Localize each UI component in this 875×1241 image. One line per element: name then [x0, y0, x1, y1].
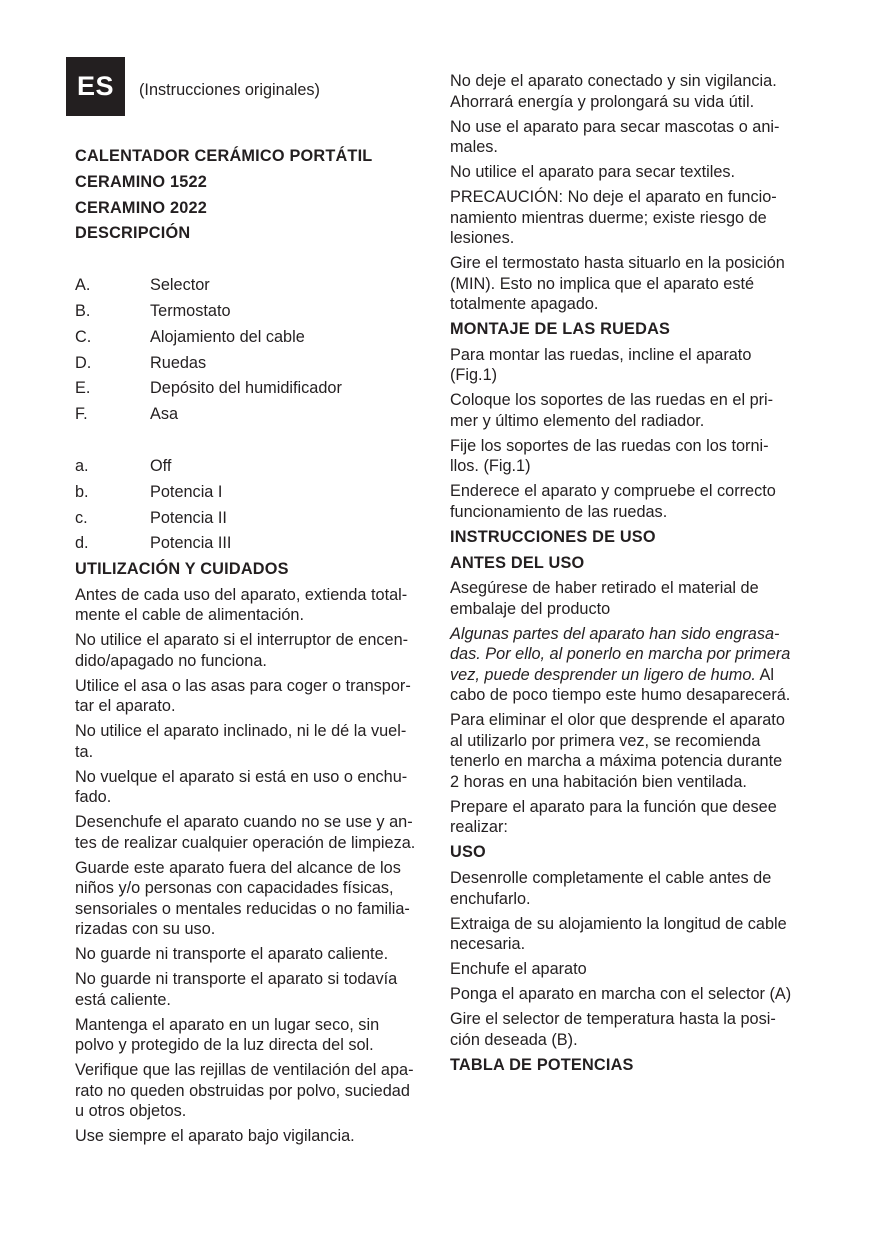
paragraph: No guarde ni transporte el aparato si todavía está caliente. — [75, 970, 398, 1009]
care-continued — [450, 71, 802, 315]
part-label: Depósito del humidificador — [150, 379, 342, 398]
paragraph: No utilice el aparato para secar textiles. — [450, 163, 736, 181]
mode-label: Potencia II — [150, 508, 227, 527]
left-column — [75, 146, 427, 1151]
paragraph: Gire el termostato hasta situarlo en la posición (MIN). Esto no implica que el aparato esté totalmente apagado. — [450, 254, 785, 313]
paragraph: Gire el selector de temperatura hasta la posi- ción deseada (B). — [450, 1010, 776, 1049]
description-heading: DESCRIPCIÓN — [75, 224, 191, 243]
paragraph: Use siempre el aparato bajo vigilancia. — [75, 1127, 355, 1146]
language-badge: ES — [66, 57, 125, 116]
paragraph: Fije los soportes de las ruedas con los torni- llos. (Fig.1) — [450, 436, 769, 476]
mode-key: d. — [75, 534, 89, 553]
mode-label: Off — [150, 456, 172, 475]
paragraph: PRECAUCIÓN: No deje el aparato en funcio- namiento mientras duerme; existe riesgo de lesiones. — [450, 188, 777, 247]
list-item — [75, 533, 427, 559]
paragraph: Extraiga de su alojamiento la longitud de cable necesaria. — [450, 914, 787, 954]
part-key: C. — [75, 327, 92, 346]
care-heading: UTILIZACIÓN Y CUIDADOS — [75, 560, 289, 579]
paragraph: No guarde ni transporte el aparato caliente. — [75, 945, 389, 964]
wheels-heading: MONTAJE DE LAS RUEDAS — [450, 320, 671, 338]
paragraph: Coloque los soportes de las ruedas en el pri- mer y último elemento del radiador. — [450, 391, 774, 430]
list-item — [75, 378, 427, 404]
part-key: E. — [75, 379, 91, 398]
list-item — [75, 482, 427, 508]
modes-list — [75, 456, 427, 559]
right-column — [450, 71, 802, 1080]
paragraph: Utilice el asa o las asas para coger o transpor- tar el aparato. — [75, 676, 411, 716]
use-paragraphs — [450, 868, 802, 1050]
paragraph: Verifique que las rejillas de ventilación del apa- rato no queden obstruidas por polvo, suciedad u otros objetos. — [75, 1061, 414, 1121]
list-item — [75, 327, 427, 353]
model-1522: CERAMINO 1522 — [75, 172, 207, 191]
list-item — [75, 301, 427, 327]
paragraph: Prepare el aparato para la función que desee realizar: — [450, 797, 777, 837]
use-heading: USO — [450, 843, 486, 862]
paragraph: No use el aparato para secar mascotas o ani- males. — [450, 117, 780, 156]
paragraph: Enderece el aparato y compruebe el correcto funcionamiento de las ruedas. — [450, 482, 776, 521]
part-key: D. — [75, 353, 92, 372]
list-item — [75, 456, 427, 482]
paragraph: No vuelque el aparato si está en uso o enchu- fado. — [75, 767, 408, 807]
mode-label: Potencia III — [150, 534, 232, 553]
part-key: B. — [75, 301, 91, 320]
paragraph: Asegúrese de haber retirado el material de embalaje del producto — [450, 579, 759, 618]
product-title: CALENTADOR CERÁMICO PORTÁTIL — [75, 147, 373, 165]
mode-key: a. — [75, 456, 89, 475]
care-paragraphs — [75, 585, 427, 1147]
part-label: Selector — [150, 276, 210, 295]
mode-key: b. — [75, 482, 89, 501]
part-label: Asa — [150, 405, 179, 424]
wheels-paragraphs — [450, 345, 802, 523]
part-label: Termostato — [150, 301, 231, 320]
paragraph: No utilice el aparato si el interruptor de encen- dido/apagado no funciona. — [75, 631, 409, 670]
part-label: Alojamiento del cable — [150, 327, 305, 346]
paragraph: Guarde este aparato fuera del alcance de los niños y/o personas con capacidades físicas, sensoriales o mentales reducidas o no familia- rizadas con su uso. — [75, 858, 410, 939]
paragraph: Para montar las ruedas, incline el aparato (Fig.1) — [450, 345, 752, 385]
paragraph: Enchufe el aparato — [450, 960, 587, 979]
paragraph: Ponga el aparato en marcha con el selector (A) — [450, 985, 792, 1004]
paragraph: Antes de cada uso del aparato, extienda total- mente el cable de alimentación. — [75, 585, 408, 625]
paragraph: Desenrolle completamente el cable antes de enchufarlo. — [450, 869, 772, 908]
paragraph: No utilice el aparato inclinado, ni le dé la vuel- ta. — [75, 722, 407, 761]
list-item — [75, 404, 427, 430]
list-item — [75, 353, 427, 379]
before-use-heading: ANTES DEL USO — [450, 553, 585, 572]
mode-label: Potencia I — [150, 482, 223, 501]
paragraph: Desenchufe el aparato cuando no se use y an- tes de realizar cualquier operación de limpieza. — [75, 813, 416, 852]
list-item — [75, 508, 427, 534]
model-2022: CERAMINO 2022 — [75, 198, 207, 217]
part-key: A. — [75, 276, 91, 295]
original-instructions-note: (Instrucciones originales) — [139, 81, 320, 99]
paragraph: Algunas partes del aparato han sido engrasa- das. Por ello, al ponerlo en marcha por primera vez, puede desprender un ligero de humo. Al cabo de poco tiempo este humo desaparecerá. — [450, 624, 791, 705]
instructions-heading: INSTRUCCIONES DE USO — [450, 527, 656, 546]
part-label: Ruedas — [150, 353, 207, 372]
parts-list — [75, 275, 427, 430]
paragraph: No deje el aparato conectado y sin vigilancia. Ahorrará energía y prolongará su vida útil. — [450, 72, 777, 111]
part-key: F. — [75, 405, 88, 424]
mode-key: c. — [75, 508, 88, 527]
power-table-heading: TABLA DE POTENCIAS — [450, 1055, 634, 1074]
paragraph: Mantenga el aparato en un lugar seco, sin polvo y protegido de la luz directa del sol. — [75, 1015, 380, 1055]
paragraph: Para eliminar el olor que desprende el aparato al utilizarlo por primera vez, se recomienda tenerlo en marcha a máxima potencia durante 2 horas en una habitación bien ventilada. — [450, 711, 785, 791]
list-item — [75, 275, 427, 301]
